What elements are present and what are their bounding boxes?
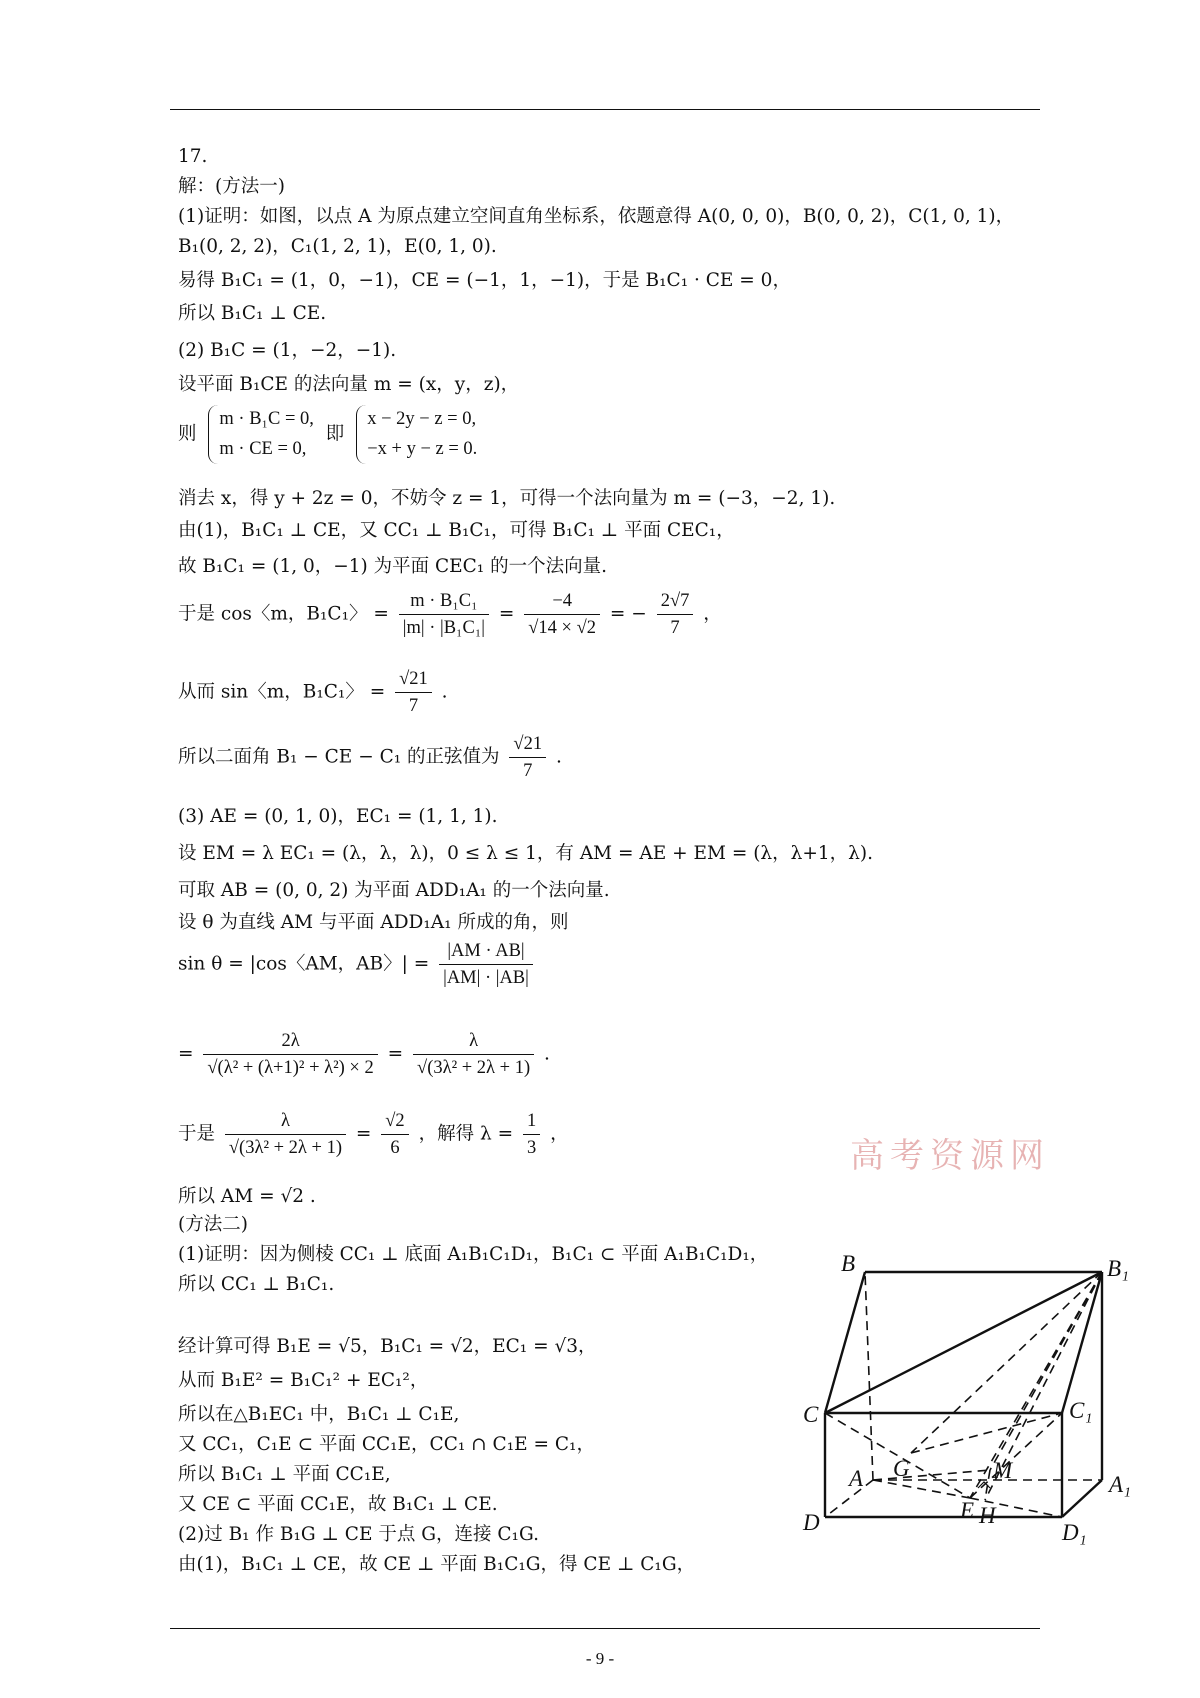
sys-eq4: −x + y − z = 0. bbox=[367, 438, 478, 459]
line-theta: 设 θ 为直线 AM 与平面 ADD₁A₁ 所成的角，则 bbox=[178, 912, 569, 933]
sys-eq2: m · CE = 0, bbox=[219, 438, 307, 459]
footer-rule bbox=[170, 1628, 1040, 1629]
lambda-num-1: 2λ bbox=[203, 1030, 377, 1055]
prism-figure bbox=[803, 1251, 1145, 1560]
cos-den-1: |m| · |B₁C₁| bbox=[402, 618, 485, 639]
solve-num-3: 1 bbox=[523, 1110, 540, 1135]
cos-den-2: √14 × √2 bbox=[528, 618, 597, 639]
solve-fraction-2 bbox=[381, 1110, 408, 1159]
line-sin bbox=[178, 668, 448, 717]
solve-den-3: 3 bbox=[526, 1138, 537, 1159]
then-text: 于是 bbox=[178, 1123, 216, 1145]
solve-text: ，解得 λ = bbox=[418, 1123, 514, 1145]
sys-eq3: x − 2y − z = 0, bbox=[367, 409, 477, 429]
label-E: E bbox=[960, 1498, 975, 1523]
label-M: M bbox=[993, 1458, 1013, 1483]
cos-num-2: −4 bbox=[524, 590, 600, 615]
line-normal-vector: 设平面 B₁CE 的法向量 m = (x，y，z)， bbox=[178, 374, 520, 395]
line-part3-vectors: (3) AE = (0, 1, 0)，EC₁ = (1, 1, 1). bbox=[178, 806, 498, 827]
lambda-den-2: √(3λ² + 2λ + 1) bbox=[417, 1058, 531, 1079]
cos-fraction-2 bbox=[524, 590, 600, 639]
label-B1: B₁ bbox=[1107, 1256, 1130, 1281]
cos-lhs: 于是 cos〈m，B₁C₁〉 = bbox=[178, 603, 389, 625]
line-coordinates: B₁(0, 2, 2)，C₁(1, 2, 1)，E(0, 1, 0). bbox=[178, 236, 497, 257]
line-part1-proof: (1)证明：如图，以点 A 为原点建立空间直角坐标系，依题意得 A(0, 0, 0)，B(0, 0, 2)，C(1, 0, 1)， bbox=[178, 206, 1015, 227]
equals-minus: = − bbox=[609, 603, 647, 625]
line-m2-proof: (1)证明：因为侧棱 CC₁ ⊥ 底面 A₁B₁C₁D₁，B₁C₁ ⊂ 平面 A₁B₁C₁D₁， bbox=[178, 1244, 769, 1265]
solve-den-1: √(3λ² + 2λ + 1) bbox=[228, 1138, 342, 1159]
namely-label: 即 bbox=[325, 423, 345, 445]
line-perpendicular: 所以 B₁C₁ ⊥ CE. bbox=[178, 303, 327, 324]
header-rule bbox=[170, 109, 1040, 110]
dihedral-fraction bbox=[509, 733, 546, 782]
problem-number: 17. bbox=[178, 146, 208, 167]
sin-num: √21 bbox=[395, 668, 432, 693]
line-solve-lambda bbox=[178, 1110, 569, 1159]
sin-theta-fraction bbox=[439, 940, 533, 989]
solve-den-2: 6 bbox=[390, 1138, 400, 1159]
lambda-den-1: √(λ² + (λ+1)² + λ²) × 2 bbox=[207, 1058, 374, 1079]
system-vector bbox=[208, 405, 314, 464]
solve-fraction-3 bbox=[523, 1110, 540, 1159]
dihedral-den: 7 bbox=[523, 761, 533, 782]
lambda-period: . bbox=[544, 1043, 550, 1065]
system-scalar bbox=[356, 405, 477, 464]
edge-a1-d1 bbox=[1062, 1480, 1102, 1517]
edge-b-c bbox=[825, 1272, 865, 1413]
sin-theta-num: |AM · AB| bbox=[439, 940, 533, 965]
line-m2-compute: 经计算可得 B₁E = √5，B₁C₁ = √2，EC₁ = √3， bbox=[178, 1336, 597, 1357]
line-m2-pythag: 从而 B₁E² = B₁C₁² + EC₁²， bbox=[178, 1370, 429, 1391]
sin-period: . bbox=[441, 681, 448, 703]
cos-fraction-3 bbox=[657, 590, 694, 639]
line-dihedral bbox=[178, 733, 562, 782]
label-A: A bbox=[849, 1466, 864, 1491]
dihedral-text: 所以二面角 B₁ − CE − C₁ 的正弦值为 bbox=[178, 746, 500, 768]
line-em: 设 EM = λ EC₁ = (λ，λ，λ)，0 ≤ λ ≤ 1，有 AM = AE + EM = (λ，λ+1，λ). bbox=[178, 843, 873, 864]
line-am-result: 所以 AM = √2 . bbox=[178, 1186, 316, 1207]
line-method2: (方法二) bbox=[178, 1214, 248, 1235]
label-D: D bbox=[803, 1510, 820, 1535]
line-m2-part2: (2)过 B₁ 作 B₁G ⊥ CE 于点 G，连接 C₁G. bbox=[178, 1524, 539, 1545]
line-m2-cc1: 所以 CC₁ ⊥ B₁C₁. bbox=[178, 1274, 335, 1295]
then-label: 则 bbox=[178, 423, 197, 445]
hidden-edge-a-b bbox=[865, 1272, 873, 1480]
label-C: C bbox=[803, 1402, 819, 1427]
equals-3: = bbox=[387, 1043, 404, 1065]
line-m2-conclusion: 又 CE ⊂ 平面 CC₁E，故 B₁C₁ ⊥ CE. bbox=[178, 1494, 498, 1515]
line-cos bbox=[178, 590, 722, 639]
cos-comma: ， bbox=[703, 603, 722, 625]
solve-num-2: √2 bbox=[381, 1110, 408, 1135]
dihedral-period: . bbox=[555, 746, 562, 768]
line-sin-theta bbox=[178, 940, 537, 989]
equals-4: = bbox=[355, 1123, 372, 1145]
solve-comma: ， bbox=[550, 1123, 569, 1145]
line-m2-plane: 又 CC₁，C₁E ⊂ 平面 CC₁E，CC₁ ∩ C₁E = C₁， bbox=[178, 1434, 595, 1455]
line-method1: 解：(方法一) bbox=[178, 176, 285, 197]
sin-theta-den: |AM| · |AB| bbox=[443, 968, 529, 989]
lambda-fraction-2 bbox=[413, 1030, 534, 1079]
line-part2-vector: (2) B₁C = (1，−2，−1). bbox=[178, 340, 397, 361]
cos-num-3: 2√7 bbox=[657, 590, 694, 615]
sin-lhs: 从而 sin〈m，B₁C₁〉 = bbox=[178, 681, 386, 703]
lambda-fraction-1 bbox=[203, 1030, 377, 1079]
sin-fraction bbox=[395, 668, 432, 717]
cos-den-3: 7 bbox=[670, 618, 680, 639]
page-number: - 9 - bbox=[585, 1649, 615, 1668]
equals-2: = bbox=[178, 1043, 194, 1065]
line-m2-triangle: 所以在△B₁EC₁ 中，B₁C₁ ⊥ C₁E, bbox=[178, 1404, 460, 1425]
line-normal-cec1: 故 B₁C₁ = (1, 0，−1) 为平面 CEC₁ 的一个法向量. bbox=[178, 556, 607, 577]
label-C1: C₁ bbox=[1069, 1398, 1093, 1423]
equals-1: = bbox=[498, 603, 515, 625]
solve-num-1: λ bbox=[225, 1110, 346, 1135]
line-eliminate: 消去 x，得 y + 2z = 0，不妨令 z = 1，可得一个法向量为 m = (−3，−2, 1). bbox=[178, 488, 836, 509]
dihedral-num: √21 bbox=[509, 733, 546, 758]
label-B: B bbox=[841, 1251, 856, 1276]
line-equation-system bbox=[178, 405, 483, 464]
cos-fraction-1 bbox=[399, 590, 489, 639]
solve-fraction-1 bbox=[225, 1110, 346, 1159]
hidden-line-b1-g bbox=[911, 1272, 1102, 1453]
label-H: H bbox=[979, 1503, 996, 1528]
sys-eq1: m · B₁C = 0, bbox=[219, 409, 314, 429]
label-G: G bbox=[893, 1456, 910, 1481]
label-D1: D₁ bbox=[1062, 1520, 1087, 1545]
line-m2-perp-plane: 所以 B₁C₁ ⊥ 平面 CC₁E, bbox=[178, 1464, 391, 1485]
line-vectors-dot: 易得 B₁C₁ = (1，0，−1)，CE = (−1，1，−1)，于是 B₁C₁ · CE = 0， bbox=[178, 270, 791, 291]
sin-den: 7 bbox=[408, 696, 419, 717]
watermark: 高考资源网 bbox=[850, 1136, 1050, 1176]
lambda-num-2: λ bbox=[413, 1030, 534, 1055]
line-lambda-expr bbox=[178, 1030, 550, 1079]
line-from-part1: 由(1)，B₁C₁ ⊥ CE，又 CC₁ ⊥ B₁C₁，可得 B₁C₁ ⊥ 平面 CEC₁， bbox=[178, 520, 735, 541]
line-m2-part2b: 由(1)，B₁C₁ ⊥ CE，故 CE ⊥ 平面 B₁C₁G，得 CE ⊥ C₁G， bbox=[178, 1554, 696, 1575]
line-ab-normal: 可取 AB = (0, 0, 2) 为平面 ADD₁A₁ 的一个法向量. bbox=[178, 880, 610, 901]
edge-b1-c1 bbox=[1062, 1272, 1102, 1413]
sin-theta-lhs: sin θ = |cos〈AM，AB〉| = bbox=[178, 953, 430, 975]
label-A1: A₁ bbox=[1109, 1472, 1132, 1497]
cos-num-1: m · B₁C₁ bbox=[399, 590, 489, 615]
